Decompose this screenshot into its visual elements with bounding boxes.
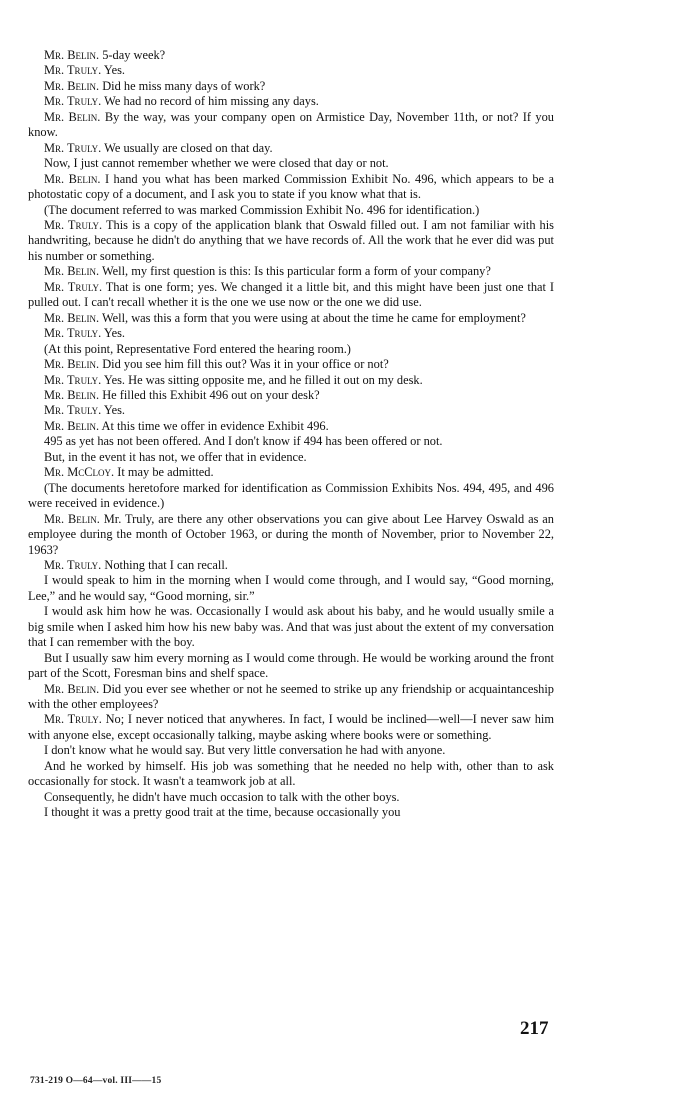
paragraph-text: 5-day week? <box>102 48 166 62</box>
transcript-paragraph <box>28 450 554 465</box>
transcript-paragraph <box>28 573 554 604</box>
paragraph-text: Did you see him fill this out? Was it in your office or not? <box>102 357 389 372</box>
paragraph-text: Yes. He was sitting opposite me, and he filled it out on my desk. <box>103 372 423 387</box>
speaker-name: Mr. Belin. <box>44 511 100 526</box>
speaker-name: Mr. Truly. <box>44 279 103 294</box>
speaker-name: Mr. Truly. <box>44 372 102 387</box>
transcript-paragraph <box>28 110 554 141</box>
transcript-paragraph <box>28 141 554 156</box>
paragraph-text: We had no record of him missing any days. <box>104 94 319 109</box>
transcript-paragraph <box>28 388 554 403</box>
transcript-paragraph <box>28 790 554 805</box>
speaker-name: Mr. Belin. <box>44 681 100 696</box>
paragraph-text: It may be admitted. <box>117 465 214 480</box>
paragraph-text: Consequently, he didn't have much occasion to talk with the other boys. <box>44 789 400 804</box>
paragraph-text: Now, I just cannot remember whether we were closed that day or not. <box>44 156 389 171</box>
paragraph-text: I would ask him how he was. Occasionally I would ask about his baby, and he would usually smile a big smile when I asked him how his new baby was. And that was just about the extent of my conversation that I can remember with the boy. <box>28 604 554 650</box>
paragraph-text: At this time we offer in evidence Exhibit 496. <box>101 418 329 433</box>
paragraph-text: Yes. <box>103 326 126 341</box>
speaker-name: Mr. Truly. <box>44 63 102 78</box>
transcript-paragraph <box>28 373 554 388</box>
paragraph-text: But I usually saw him every morning as I would come through. He would be working around the front part of the Scott, Foresman bins and shelf space. <box>28 650 554 681</box>
transcript-paragraph <box>28 604 554 650</box>
paragraph-text: We usually are closed on that day. <box>104 140 273 155</box>
speaker-name: Mr. Belin. <box>44 310 100 325</box>
paragraph-text: Nothing that I can recall. <box>104 557 228 572</box>
paragraph-text: Mr. Truly, are there any other observations you can give about Lee Harvey Oswald as an employee during the month of October 1963, or during the month of November, prior to November 22, 1963? <box>28 511 554 557</box>
speaker-name: Mr. Truly. <box>44 217 103 232</box>
speaker-name: Mr. Truly. <box>44 326 102 341</box>
transcript-paragraph <box>28 419 554 434</box>
paragraph-text: Yes. <box>103 63 126 78</box>
speaker-name: Mr. Belin. <box>44 78 100 93</box>
speaker-name: Mr. Belin. <box>44 109 101 124</box>
paragraph-text: That is one form; yes. We changed it a little bit, and this might have been just one that I pulled out. I can't recall whether it is the one we use now or the one we did use. <box>28 279 555 310</box>
transcript-paragraph <box>28 682 554 713</box>
transcript-paragraph <box>28 156 554 171</box>
transcript-paragraph <box>28 79 554 94</box>
transcript-paragraph <box>28 280 554 311</box>
speaker-name: Mr. Belin. <box>44 171 101 186</box>
page-number: 217 <box>520 1018 549 1039</box>
paragraph-text: I don't know what he would say. But very little conversation he had with anyone. <box>44 743 446 758</box>
print-code: 731-219 O—64—vol. III——15 <box>30 1076 162 1086</box>
speaker-name: Mr. Belin. <box>44 387 100 402</box>
paragraph-text: He filled this Exhibit 496 out on your desk? <box>102 387 320 402</box>
paragraph-text: But, in the event it has not, we offer that in evidence. <box>44 449 307 464</box>
transcript-paragraph <box>28 311 554 326</box>
speaker-name: Mr. Belin. <box>44 264 100 279</box>
paragraph-text: I hand you what has been marked Commission Exhibit No. 496, which appears to be a photostatic copy of a document, and I ask you to state if you know what that is. <box>28 171 554 202</box>
transcript-paragraph <box>28 805 554 820</box>
speaker-name: Mr. Truly. <box>44 94 102 109</box>
transcript-body <box>28 48 554 821</box>
paragraph-text: Did he miss many days of work? <box>102 78 266 93</box>
transcript-paragraph <box>28 48 554 63</box>
speaker-name: Mr. Belin. <box>44 357 100 372</box>
paragraph-text: (The documents heretofore marked for identification as Commission Exhibits Nos. 494, 495, and 496 were received in evidence.) <box>28 480 554 511</box>
transcript-paragraph <box>28 481 554 512</box>
paragraph-text: I would speak to him in the morning when I would come through, and I would say, “Good morning, Lee,” and he would say, “Good morning, sir.” <box>28 573 554 603</box>
paragraph-text: (At this point, Representative Ford entered the hearing room.) <box>44 341 351 356</box>
transcript-paragraph <box>28 512 554 558</box>
transcript-paragraph <box>28 403 554 418</box>
transcript-paragraph <box>28 357 554 372</box>
transcript-paragraph <box>28 465 554 480</box>
transcript-paragraph <box>28 558 554 573</box>
transcript-paragraph <box>28 63 554 78</box>
speaker-name: Mr. Belin. <box>44 48 100 62</box>
speaker-name: Mr. Belin. <box>44 418 100 433</box>
paragraph-text: Well, was this a form that you were using at about the time he came for employment? <box>101 310 526 325</box>
transcript-paragraph <box>28 759 554 790</box>
paragraph-text: I thought it was a pretty good trait at the time, because occasionally you <box>44 805 401 820</box>
paragraph-text: No; I never noticed that anywheres. In fact, I would be inclined—well—I never saw him with anyone else, except occasionally talking, maybe asking where books were or something. <box>28 712 554 742</box>
transcript-paragraph <box>28 264 554 279</box>
paragraph-text: Well, my first question is this: Is this particular form a form of your company? <box>101 264 491 279</box>
transcript-paragraph <box>28 326 554 341</box>
transcript-paragraph <box>28 94 554 109</box>
paragraph-text: Did you ever see whether or not he seemed to strike up any friendship or acquaintanceship with the other employees? <box>28 681 554 712</box>
speaker-name: Mr. Truly. <box>44 403 102 418</box>
paragraph-text: (The document referred to was marked Commission Exhibit No. 496 for identification.) <box>44 202 480 217</box>
transcript-paragraph <box>28 743 554 758</box>
paragraph-text: Yes. <box>103 403 126 418</box>
speaker-name: Mr. McCloy. <box>44 465 115 480</box>
paragraph-text: By the way, was your company open on Armistice Day, November 11th, or not? If you know. <box>28 109 554 140</box>
transcript-paragraph <box>28 172 554 203</box>
transcript-paragraph <box>28 434 554 449</box>
paragraph-text: 495 as yet has not been offered. And I don't know if 494 has been offered or not. <box>44 434 443 449</box>
transcript-paragraph <box>28 342 554 357</box>
speaker-name: Mr. Truly. <box>44 140 102 155</box>
transcript-paragraph <box>28 651 554 682</box>
paragraph-text: And he worked by himself. His job was something that he needed no help with, other than to ask occasionally for stock. It wasn't a teamwork job at all. <box>28 758 554 789</box>
speaker-name: Mr. Truly. <box>44 557 102 572</box>
transcript-paragraph <box>28 203 554 218</box>
transcript-paragraph <box>28 712 554 743</box>
paragraph-text: This is a copy of the application blank that Oswald filled out. I am not familiar with his handwriting, because he didn't do anything that we have records of. All the work that he ever did was put his number or something. <box>28 217 554 263</box>
speaker-name: Mr. Truly. <box>44 712 102 727</box>
transcript-paragraph <box>28 218 554 264</box>
